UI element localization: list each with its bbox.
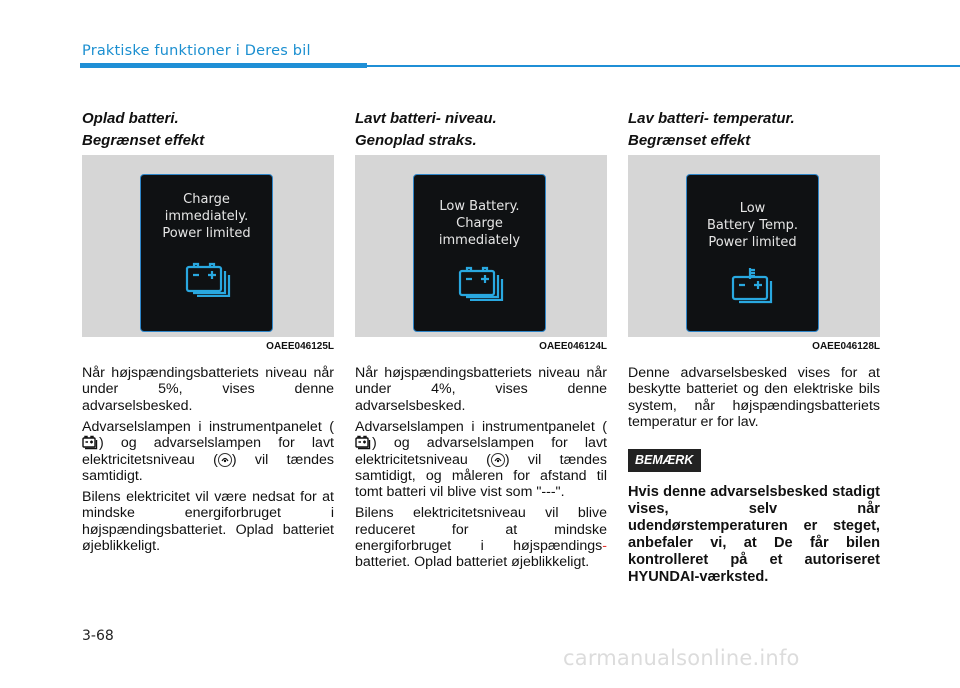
watermark: carmanualsonline.info xyxy=(563,646,800,670)
display-line: Charge xyxy=(456,216,503,231)
display-message xyxy=(145,191,268,242)
paragraph: Denne advarselsbesked vises for at beskytte batteriet og den elektriske bils system, når højspændingsbatteriets temperatur er for lav. xyxy=(628,365,880,431)
column-charge-immediately xyxy=(82,108,334,559)
image-code: OAEE046124L xyxy=(539,341,607,352)
body-text xyxy=(355,365,607,571)
paragraph xyxy=(355,419,607,501)
paragraph: Bilens elektricitet vil være nedsat for at mindske energiforbruget i højspændingsbatteriet. Oplad batteriet øjeblikkeligt. xyxy=(82,488,334,555)
display-line: immediately. xyxy=(164,209,249,224)
cluster-image xyxy=(628,155,880,337)
battery-icon xyxy=(457,265,505,301)
display-line: Low xyxy=(739,201,766,216)
note-text: Hvis denne advarselsbesked stadigt vises, selv når udendørstemperaturen er steget, anbefaler vi, at De får bilen kontrolleret på et autoriseret HYUNDAI-værksted. xyxy=(628,483,880,585)
heading-line: Begrænset effekt xyxy=(82,132,205,149)
note-label: BEMÆRK xyxy=(628,449,701,471)
text-run: Advarselslampen i instrumentpanelet ( xyxy=(355,418,607,435)
column-heading xyxy=(355,108,607,154)
paragraph xyxy=(355,505,607,571)
display-line: immediately xyxy=(438,233,521,248)
text-run: Bilens elektricitetsniveau vil blive reduceret for at mindske energiforbruget i højspændings xyxy=(355,505,607,555)
text-run: batteriet. Oplad batteriet øjeblikkeligt. xyxy=(355,554,590,571)
heading-line: Genoplad straks. xyxy=(355,132,477,149)
hyphen: - xyxy=(602,538,607,555)
display-line: Power limited xyxy=(162,226,251,241)
column-low-battery xyxy=(355,108,607,575)
cluster-image xyxy=(82,155,334,337)
text-run: ) vil tændes samtidigt, og måleren for afstand til tomt batteri vil blive vist som "---". xyxy=(355,451,607,501)
heading-line: Begrænset effekt xyxy=(628,132,751,149)
column-low-temperature xyxy=(628,108,880,586)
heading-line: Oplad batteri. xyxy=(82,110,179,127)
heading-line: Lavt batteri- niveau. xyxy=(355,110,497,127)
header-rule-thick xyxy=(80,63,367,68)
display-line: Charge xyxy=(183,192,230,207)
column-heading xyxy=(82,108,334,154)
paragraph: Når højspændingsbatteriets niveau når under 5%, vises denne advarselsbesked. xyxy=(82,365,334,414)
low-electricity-icon xyxy=(491,453,505,467)
cluster-image xyxy=(355,155,607,337)
text-run: ) og advarselslampen for lavt elektricitetsniveau ( xyxy=(82,435,334,468)
cluster-display xyxy=(686,174,819,332)
text-run: Advarselslampen i instrumentpanelet ( xyxy=(82,418,334,435)
body-text xyxy=(82,365,334,554)
display-line: Power limited xyxy=(708,235,797,250)
battery-temperature-icon xyxy=(730,265,778,305)
column-heading xyxy=(628,108,880,154)
page-number: 3-68 xyxy=(82,628,114,644)
body-text xyxy=(628,365,880,586)
text-run: ) og advarselslampen for lavt elektricitetsniveau ( xyxy=(355,435,607,468)
display-message xyxy=(691,200,814,251)
cluster-display xyxy=(140,174,273,332)
cluster-display xyxy=(413,174,546,332)
header-rule-thin xyxy=(367,65,960,67)
battery-warning-icon xyxy=(82,435,99,450)
paragraph xyxy=(82,419,334,485)
display-line: Low Battery. xyxy=(439,199,520,214)
low-electricity-icon xyxy=(218,453,232,467)
image-code: OAEE046128L xyxy=(812,341,880,352)
paragraph: Når højspændingsbatteriets niveau når under 4%, vises denne advarselsbesked. xyxy=(355,365,607,414)
heading-line: Lav batteri- temperatur. xyxy=(628,110,795,127)
display-message xyxy=(418,198,541,249)
text-run: ) vil tændes samtidigt. xyxy=(82,451,334,484)
section-title: Praktiske funktioner i Deres bil xyxy=(82,43,311,59)
image-code: OAEE046125L xyxy=(266,341,334,352)
display-line: Battery Temp. xyxy=(706,218,799,233)
battery-icon xyxy=(184,261,232,297)
battery-warning-icon xyxy=(355,435,372,450)
